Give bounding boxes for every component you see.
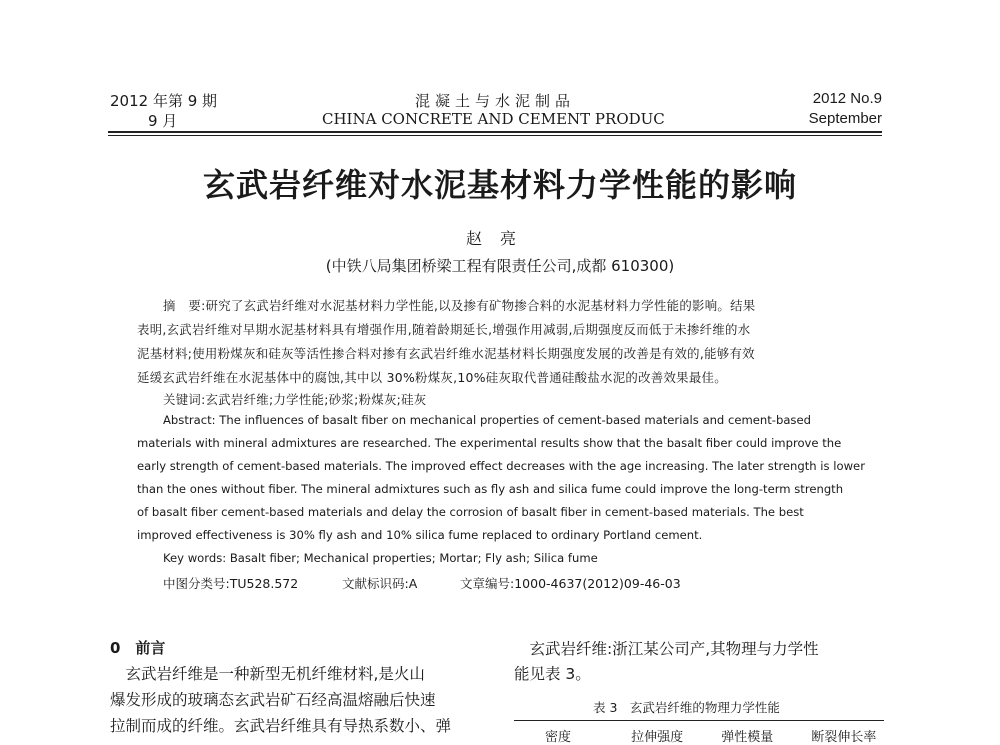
journal-title-en: CHINA CONCRETE AND CEMENT PRODUC: [322, 110, 665, 128]
table-header-cell: 密度: [545, 730, 572, 745]
keywords-en: Key words: Basalt fiber; Mechanical properties; Mortar; Fly ash; Silica fume: [163, 551, 598, 565]
abstract-cn-line: 表明,玄武岩纤维对早期水泥基材料具有增强作用,随着龄期延长,增强作用减弱,后期强度反而低于未掺纤维的水: [137, 322, 751, 337]
article-number: 文章编号:1000-4637(2012)09-46-03: [460, 576, 681, 591]
abstract-en-line: materials with mineral admixtures are researched. The experimental results show that the basalt fiber could improve the: [137, 436, 842, 450]
abstract-en-line: improved effectiveness is 30% fly ash and 10% silica fume replaced to ordinary Portland cement.: [137, 528, 703, 542]
header-rule-bottom: [108, 135, 882, 136]
issue-month-cn: 9 月: [148, 112, 178, 130]
abstract-en-line: early strength of cement-based materials. The improved effect decreases with the age increasing. The later strength is lower: [137, 459, 865, 473]
body-line: 能见表 3。: [514, 665, 591, 683]
table-header-cell: 弹性模量: [721, 730, 774, 745]
table-caption: 表 3 玄武岩纤维的物理力学性能: [593, 700, 780, 715]
abstract-en-line: Abstract: The influences of basalt fiber on mechanical properties of cement-based materials and cement-based: [163, 413, 811, 427]
body-line: 拉制而成的纤维。玄武岩纤维具有导热系数小、弹: [110, 717, 452, 735]
header-rule-top: [108, 131, 882, 133]
abstract-en-line: than the ones without fiber. The mineral admixtures such as fly ash and silica fume could improve the long-term strength: [137, 482, 844, 496]
author-name: 赵亮: [465, 229, 534, 248]
section-heading: 0 前言: [110, 639, 166, 657]
table-header-row: [545, 726, 876, 745]
body-line: 玄武岩纤维:浙江某公司产,其物理与力学性: [514, 640, 819, 658]
keywords-cn: 关键词:玄武岩纤维;力学性能;砂浆;粉煤灰;硅灰: [163, 392, 427, 407]
issue-number-en: 2012 No.9: [812, 90, 882, 107]
body-line: 玄武岩纤维是一种新型无机纤维材料,是火山: [110, 665, 425, 683]
clc-number: 中图分类号:TU528.572: [163, 576, 299, 591]
abstract-en-line: of basalt fiber cement-based materials and delay the corrosion of basalt fiber in cement-based materials. The best: [137, 505, 804, 519]
abstract-cn-line: 摘 要:研究了玄武岩纤维对水泥基材料力学性能,以及掺有矿物掺合料的水泥基材料力学性能的影响。结果: [163, 298, 756, 313]
paper-title: 玄武岩纤维对水泥基材料力学性能的影响: [202, 166, 797, 204]
issue-month-en: September: [808, 110, 882, 127]
issue-number-cn: 2012 年第 9 期: [110, 92, 218, 110]
journal-title-cn: 混凝土与水泥制品: [415, 92, 576, 110]
body-line: 爆发形成的玻璃态玄武岩矿石经高温熔融后快速: [110, 691, 436, 709]
table-top-rule: [514, 720, 884, 721]
table-header-cell: 拉伸强度: [631, 730, 684, 745]
document-code: 文献标识码:A: [342, 576, 418, 591]
author-affiliation: (中铁八局集团桥梁工程有限责任公司,成都 610300): [325, 257, 675, 275]
abstract-cn-line: 泥基材料;使用粉煤灰和硅灰等活性掺合料对掺有玄武岩纤维水泥基材料长期强度发展的改善是有效的,能够有效: [137, 346, 755, 361]
table-header-cell: 断裂伸长率: [811, 730, 877, 745]
abstract-cn-line: 延缓玄武岩纤维在水泥基体中的腐蚀,其中以 30%粉煤灰,10%硅灰取代普通硅酸盐水泥的改善效果最佳。: [137, 370, 727, 385]
